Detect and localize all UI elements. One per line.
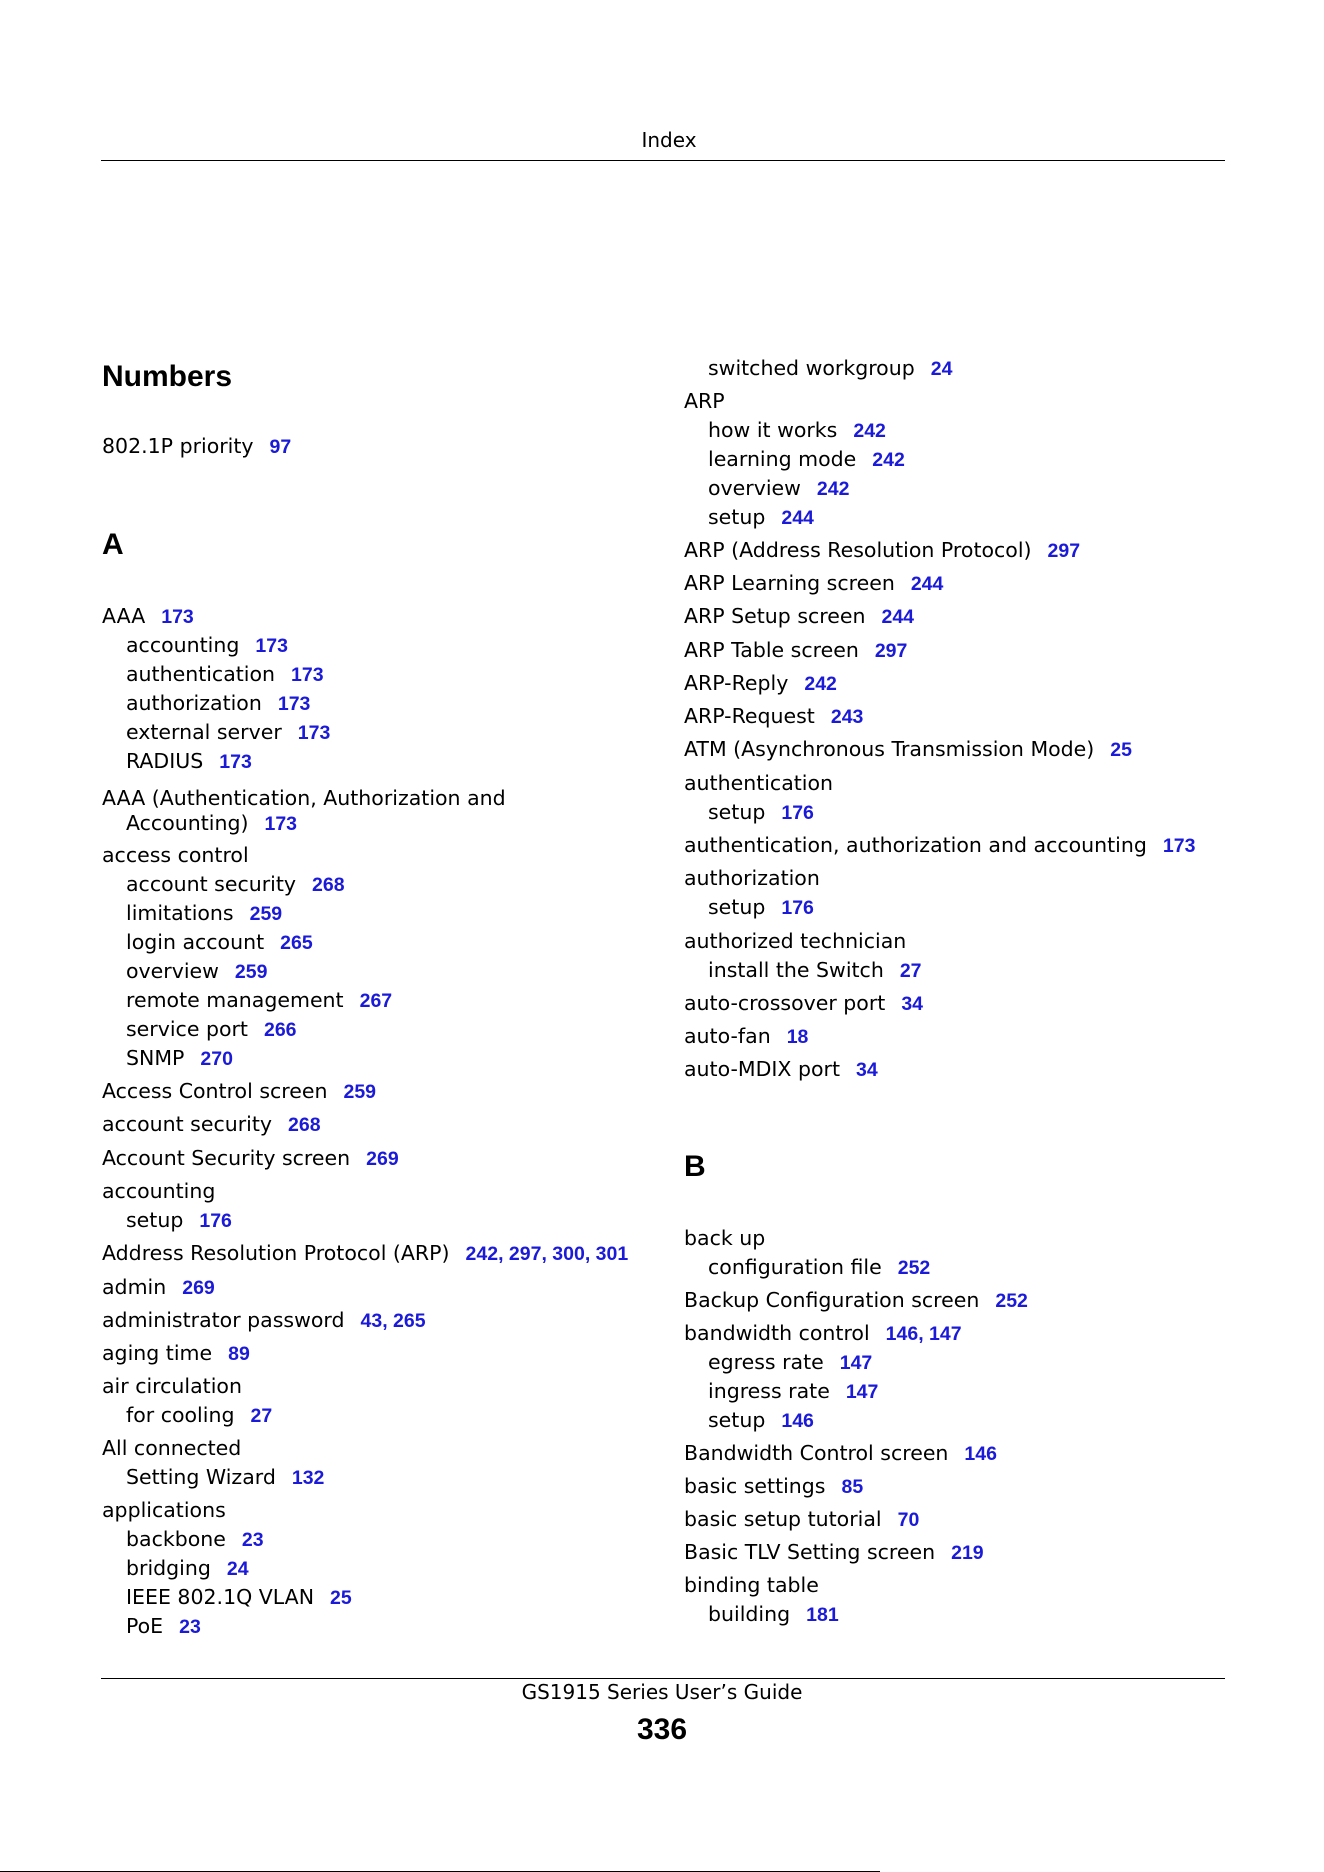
index-subentry <box>684 1408 814 1434</box>
index-subentry <box>102 872 345 898</box>
index-term: ARP-Request <box>684 704 815 728</box>
index-subentry <box>684 418 886 444</box>
index-term: accounting <box>102 1179 216 1203</box>
index-term: ARP Learning screen <box>684 571 895 595</box>
page-reference-link[interactable]: 268 <box>288 1114 321 1136</box>
page-reference-link[interactable]: 173 <box>277 693 311 715</box>
index-term: administrator password <box>102 1308 345 1332</box>
footer-guide-title: GS1915 Series User’s Guide <box>521 1680 803 1704</box>
page-reference-link[interactable]: 259 <box>234 961 268 983</box>
index-entry <box>684 1441 997 1467</box>
index-subentry <box>684 1255 930 1281</box>
index-term: aging time <box>102 1341 213 1365</box>
index-entry <box>102 786 506 811</box>
page-reference-link[interactable]: 270 <box>200 1048 233 1070</box>
page-reference-link[interactable]: 173 <box>264 813 298 835</box>
index-term: auto-fan <box>684 1024 771 1048</box>
index-term: setup <box>708 800 766 824</box>
index-subentry <box>102 930 313 956</box>
index-term: setup <box>708 1408 766 1432</box>
index-term: install the Switch <box>708 958 884 982</box>
index-term: basic settings <box>684 1474 826 1498</box>
page-reference-link[interactable]: 70 <box>897 1509 920 1531</box>
page-reference-link[interactable]: 176 <box>781 897 814 919</box>
index-term: limitations <box>126 901 234 925</box>
index-entry <box>102 604 194 630</box>
index-entry <box>684 538 1080 564</box>
index-entry <box>684 1288 1028 1314</box>
page-reference-link[interactable]: 132 <box>291 1467 325 1489</box>
page-reference-link[interactable]: 181 <box>806 1604 839 1626</box>
index-entry <box>684 1321 962 1347</box>
index-entry <box>102 1341 250 1367</box>
page-reference-link[interactable]: 176 <box>199 1210 232 1232</box>
index-subentry <box>102 691 310 717</box>
page-reference-link[interactable]: 244 <box>881 606 915 628</box>
page-reference-link[interactable]: 173 <box>297 722 331 744</box>
index-term: authentication <box>126 662 276 686</box>
index-term: Account Security screen <box>102 1146 351 1170</box>
page-reference-link[interactable]: 89 <box>228 1343 250 1365</box>
index-entry <box>102 1498 226 1523</box>
running-header: Index <box>641 128 697 152</box>
index-term: Access Control screen <box>102 1079 328 1103</box>
page-reference-link[interactable]: 173 <box>255 635 288 657</box>
page-reference-link[interactable]: 147 <box>845 1381 879 1403</box>
page-reference-link[interactable]: 173 <box>161 606 194 628</box>
index-term: authorization <box>126 691 262 715</box>
index-entry <box>684 833 1195 859</box>
index-entry <box>684 1474 863 1500</box>
index-entry <box>684 704 863 730</box>
index-subentry <box>102 633 288 659</box>
index-term: RADIUS <box>126 749 204 773</box>
index-subentry <box>102 1465 324 1491</box>
index-term: basic setup tutorial <box>684 1507 882 1531</box>
index-term: AAA <box>102 604 146 628</box>
page-reference-link[interactable]: 27 <box>899 960 922 982</box>
index-term: overview <box>708 476 801 500</box>
page-reference-link[interactable]: 297 <box>874 640 908 662</box>
index-subentry <box>102 662 324 688</box>
index-section-heading: B <box>684 1150 706 1183</box>
index-entry <box>684 638 907 664</box>
index-entry <box>102 1308 426 1334</box>
index-term: login account <box>126 930 265 954</box>
index-term: ARP Table screen <box>684 638 859 662</box>
index-subentry <box>684 800 814 826</box>
index-term: backbone <box>126 1527 226 1551</box>
index-term: AAA (Authentication, Authorization and <box>102 786 506 810</box>
page-reference-link[interactable]: 244 <box>910 573 944 595</box>
page-reference-link[interactable]: 85 <box>841 1476 864 1498</box>
page-reference-link[interactable]: 34 <box>901 993 924 1015</box>
index-subentry <box>102 1556 249 1582</box>
page-reference-link[interactable]: 259 <box>343 1081 377 1103</box>
page-reference-link[interactable]: 252 <box>897 1257 931 1279</box>
index-term: auto-crossover port <box>684 991 886 1015</box>
index-term: admin <box>102 1275 167 1299</box>
index-term: building <box>708 1602 791 1626</box>
index-term: how it works <box>708 418 838 442</box>
index-entry <box>102 1146 399 1172</box>
index-subentry <box>684 1379 878 1405</box>
index-term: ARP <box>684 389 725 413</box>
index-entry <box>102 1374 242 1399</box>
index-entry <box>102 1079 376 1105</box>
page-reference-link[interactable]: 146, 147 <box>885 1323 962 1345</box>
index-subentry <box>102 1403 272 1429</box>
page-reference-link[interactable]: 297 <box>1047 540 1081 562</box>
index-entry <box>102 434 291 460</box>
index-term: service port <box>126 1017 248 1041</box>
index-term: configuration file <box>708 1255 882 1279</box>
index-term: Basic TLV Setting screen <box>684 1540 936 1564</box>
page-reference-link[interactable]: 173 <box>1162 835 1196 857</box>
page-reference-link[interactable]: 23 <box>241 1529 264 1551</box>
index-entry <box>102 1275 215 1301</box>
page-reference-link[interactable]: 146 <box>781 1410 814 1432</box>
index-entry <box>102 1241 628 1267</box>
page-reference-link[interactable]: 173 <box>291 664 324 686</box>
index-entry <box>684 1573 819 1598</box>
index-term: external server <box>126 720 282 744</box>
page-reference-link[interactable]: 43, 265 <box>360 1310 426 1332</box>
header-rule <box>101 160 1225 161</box>
page-reference-link[interactable]: 244 <box>781 507 814 529</box>
index-subentry <box>102 1585 352 1611</box>
index-term: All connected <box>102 1436 242 1460</box>
index-term: Address Resolution Protocol (ARP) <box>102 1241 450 1265</box>
index-subentry <box>684 356 952 382</box>
index-entry <box>684 1024 808 1050</box>
index-section-heading: A <box>102 528 124 561</box>
index-term: authorized technician <box>684 929 907 953</box>
index-subentry <box>102 901 282 927</box>
index-term: ATM (Asynchronous Transmission Mode) <box>684 737 1095 761</box>
page-reference-link[interactable]: 243 <box>830 706 864 728</box>
index-term: air circulation <box>102 1374 242 1398</box>
page-reference-link[interactable]: 269 <box>182 1277 215 1299</box>
index-term: ingress rate <box>708 1379 830 1403</box>
index-term: accounting <box>126 633 240 657</box>
page-reference-link[interactable]: 259 <box>249 903 283 925</box>
page-reference-link[interactable]: 242 <box>816 478 850 500</box>
index-term: authorization <box>684 866 820 890</box>
index-term: authentication, authorization and accounting <box>684 833 1147 857</box>
index-subentry <box>684 505 814 531</box>
page-reference-link[interactable]: 146 <box>964 1443 997 1465</box>
page-reference-link[interactable]: 268 <box>312 874 345 896</box>
index-term: for cooling <box>126 1403 235 1427</box>
index-entry <box>102 1179 215 1204</box>
index-entry <box>102 1436 241 1461</box>
page-number: 336 <box>636 1713 688 1746</box>
index-term: PoE <box>126 1614 164 1638</box>
page-reference-link[interactable]: 24 <box>930 358 953 380</box>
index-entry <box>684 1540 984 1566</box>
page-reference-link[interactable]: 269 <box>366 1148 399 1170</box>
index-subentry <box>102 749 252 775</box>
index-subentry <box>684 1350 872 1376</box>
index-term: learning mode <box>708 447 857 471</box>
index-subentry <box>684 476 849 502</box>
index-term: authentication <box>684 771 834 795</box>
index-subentry <box>102 1614 201 1640</box>
index-entry <box>102 843 249 868</box>
index-subentry <box>684 1602 839 1628</box>
page-reference-link[interactable]: 176 <box>781 802 814 824</box>
index-subentry <box>684 895 814 921</box>
index-term: Bandwidth Control screen <box>684 1441 949 1465</box>
index-term: bridging <box>126 1556 211 1580</box>
index-term: ARP (Address Resolution Protocol) <box>684 538 1032 562</box>
index-term: egress rate <box>708 1350 824 1374</box>
index-subentry <box>684 958 922 984</box>
index-subentry <box>102 1208 232 1234</box>
index-term: auto-MDIX port <box>684 1057 841 1081</box>
index-subentry <box>102 1017 297 1043</box>
page-reference-link[interactable]: 34 <box>856 1059 878 1081</box>
index-term: applications <box>102 1498 226 1522</box>
index-term: access control <box>102 843 249 867</box>
index-entry <box>684 771 833 796</box>
index-subentry <box>102 1046 233 1072</box>
index-term: ARP Setup screen <box>684 604 866 628</box>
index-term: back up <box>684 1226 766 1250</box>
index-entry-continuation <box>102 811 297 837</box>
index-term: 802.1P priority <box>102 434 254 458</box>
index-entry <box>684 604 914 630</box>
index-subentry <box>102 959 267 985</box>
page-reference-link[interactable]: 252 <box>995 1290 1028 1312</box>
page-reference-link[interactable]: 267 <box>359 990 393 1012</box>
index-entry <box>684 671 837 697</box>
index-subentry <box>102 988 392 1014</box>
index-entry <box>684 571 943 597</box>
index-term: setup <box>126 1208 184 1232</box>
page-reference-link[interactable]: 242 <box>872 449 905 471</box>
index-term: ARP-Reply <box>684 671 789 695</box>
index-entry <box>684 929 906 954</box>
page-reference-link[interactable]: 25 <box>1110 739 1132 761</box>
index-term: setup <box>708 505 766 529</box>
index-term: account security <box>126 872 297 896</box>
index-entry <box>102 1112 321 1138</box>
index-term: Accounting) <box>126 811 249 835</box>
index-term: overview <box>126 959 219 983</box>
index-term: switched workgroup <box>708 356 915 380</box>
index-term: Setting Wizard <box>126 1465 276 1489</box>
index-term: SNMP <box>126 1046 185 1070</box>
index-entry <box>684 991 923 1017</box>
page-reference-link[interactable]: 219 <box>951 1542 984 1564</box>
index-term: bandwidth control <box>684 1321 870 1345</box>
index-term: binding table <box>684 1573 819 1597</box>
page-reference-link[interactable]: 24 <box>226 1558 249 1580</box>
page-reference-link[interactable]: 242, 297, 300, 301 <box>465 1243 629 1265</box>
page-reference-link[interactable]: 242 <box>853 420 886 442</box>
index-entry <box>684 866 820 891</box>
index-entry <box>684 1226 765 1251</box>
index-term: setup <box>708 895 766 919</box>
index-entry <box>684 1507 919 1533</box>
page-reference-link[interactable]: 18 <box>786 1026 809 1048</box>
page-reference-link[interactable]: 25 <box>330 1587 352 1609</box>
index-term: account security <box>102 1112 273 1136</box>
page-reference-link[interactable]: 147 <box>839 1352 873 1374</box>
index-term: IEEE 802.1Q VLAN <box>126 1585 315 1609</box>
index-section-heading: Numbers <box>102 360 233 393</box>
index-subentry <box>102 720 330 746</box>
page-reference-link[interactable]: 173 <box>219 751 252 773</box>
page-reference-link[interactable]: 27 <box>250 1405 273 1427</box>
index-term: Backup Configuration screen <box>684 1288 980 1312</box>
index-subentry <box>684 447 905 473</box>
index-entry <box>684 389 725 414</box>
index-entry <box>684 1057 878 1083</box>
index-term: remote management <box>126 988 344 1012</box>
page-reference-link[interactable]: 265 <box>280 932 313 954</box>
index-subentry <box>102 1527 264 1553</box>
page-reference-link[interactable]: 266 <box>263 1019 297 1041</box>
page-reference-link[interactable]: 97 <box>269 436 292 458</box>
page-reference-link[interactable]: 242 <box>804 673 837 695</box>
page-reference-link[interactable]: 23 <box>179 1616 201 1638</box>
index-entry <box>684 737 1132 763</box>
